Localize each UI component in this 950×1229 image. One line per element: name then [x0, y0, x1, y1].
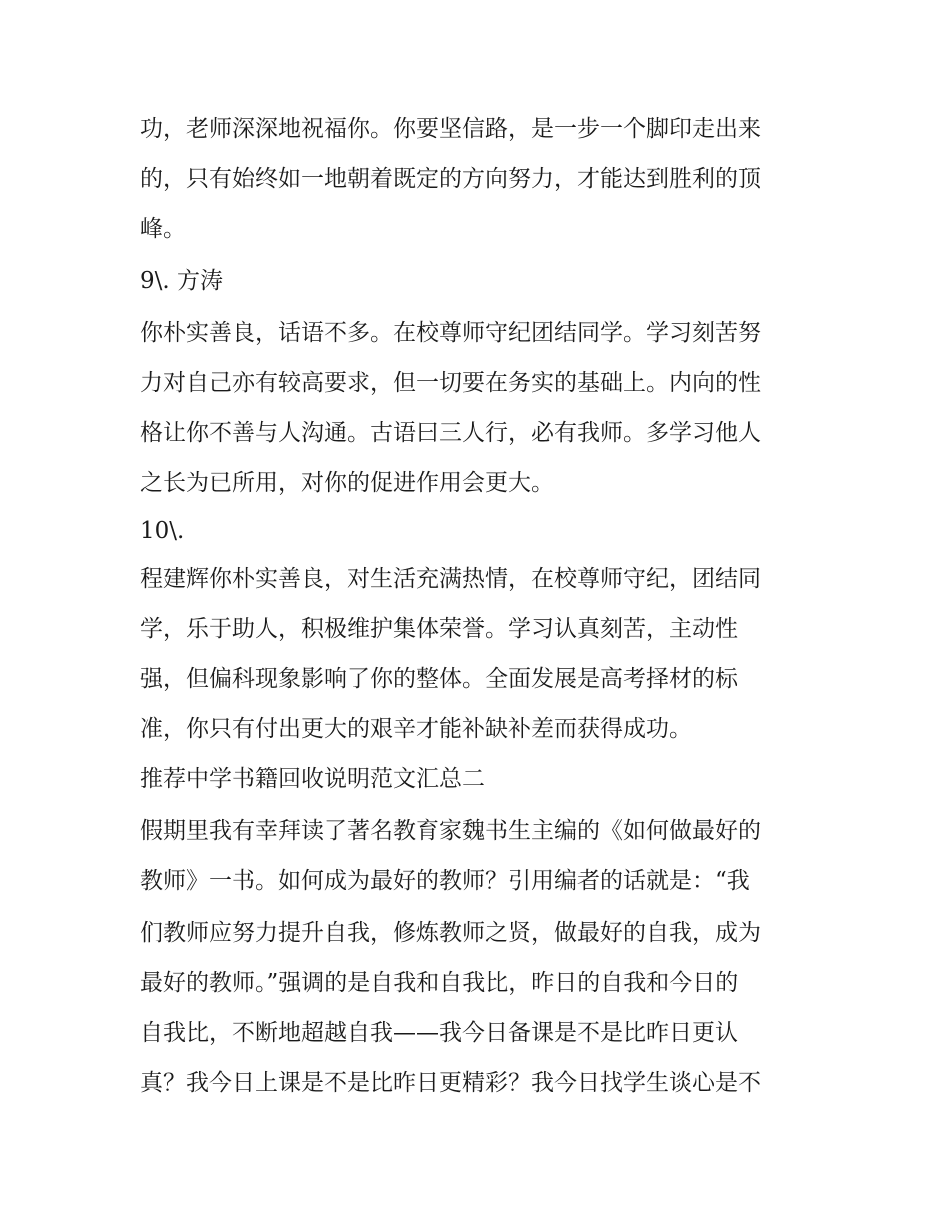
text-line: 学，乐于助人，积极维护集体荣誉。学习认真刻苦，主动性 [140, 616, 738, 642]
text-line: 力对自己亦有较高要求，但一切要在务实的基础上。内向的性 [140, 370, 761, 396]
section-heading: 10\. [140, 518, 185, 544]
section-heading: 9\. 方涛 [140, 268, 224, 294]
text-line: 自我比，不断地超越自我——我今日备课是不是比昨日更认 [140, 1020, 738, 1046]
text-line: 格让你不善与人沟通。古语曰三人行，必有我师。多学习他人 [140, 420, 761, 446]
text-line: 你朴实善良，话语不多。在校尊师守纪团结同学。学习刻苦努 [140, 320, 761, 346]
text-line: 强，但偏科现象影响了你的整体。全面发展是高考择材的标 [140, 666, 738, 692]
text-line: 最好的教师。”强调的是自我和自我比，昨日的自我和今日的 [140, 970, 739, 996]
text-line: 的，只有始终如一地朝着既定的方向努力，才能达到胜利的顶 [140, 166, 761, 192]
text-line: 真？我今日上课是不是比昨日更精彩？我今日找学生谈心是不 [140, 1070, 761, 1096]
section-heading: 推荐中学书籍回收说明范文汇总二 [140, 766, 485, 792]
text-line: 假期里我有幸拜读了著名教育家魏书生主编的《如何做最好的 [140, 818, 761, 844]
text-line: 功，老师深深地祝福你。你要坚信路，是一步一个脚印走出来 [140, 116, 761, 142]
text-line: 之长为已所用，对你的促进作用会更大。 [140, 470, 554, 496]
text-line: 教师》一书。如何成为最好的教师？引用编者的话就是：“我 [140, 868, 750, 894]
text-line: 准，你只有付出更大的艰辛才能补缺补差而获得成功。 [140, 716, 692, 742]
text-line: 们教师应努力提升自我，修炼教师之贤，做最好的自我，成为 [140, 920, 761, 946]
text-line: 程建辉你朴实善良，对生活充满热情，在校尊师守纪，团结同 [140, 566, 761, 592]
text-line: 峰。 [140, 216, 186, 242]
